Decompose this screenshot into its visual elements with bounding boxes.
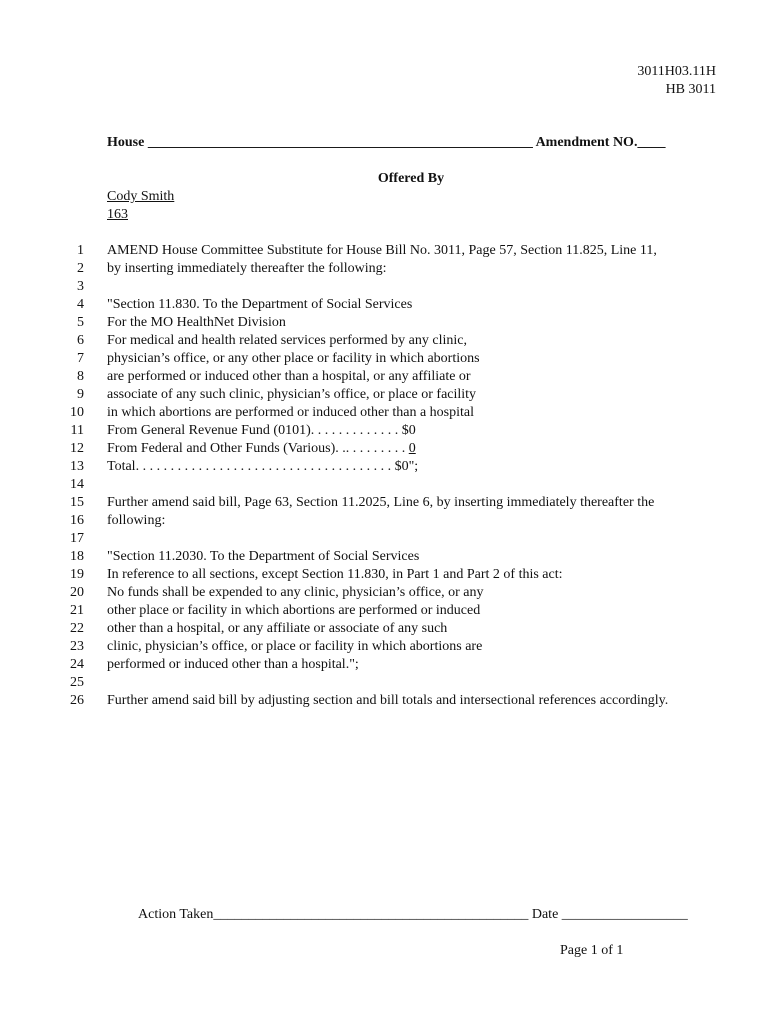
numbered-line — [0, 260, 770, 278]
sponsor-district: 163 — [107, 207, 128, 222]
numbered-line — [0, 332, 770, 350]
line-number: 8 — [77, 369, 84, 384]
line-number: 19 — [70, 567, 84, 582]
line-number: 23 — [70, 639, 84, 654]
line-number: 15 — [70, 495, 84, 510]
numbered-line — [0, 602, 770, 620]
numbered-line — [0, 530, 770, 548]
numbered-line — [0, 386, 770, 404]
line-number: 11 — [70, 423, 84, 438]
line-text-content: associate of any such clinic, physician’s office, or place or facility — [107, 387, 477, 402]
underlined-amount: 0 — [408, 441, 416, 456]
line-number: 17 — [70, 531, 84, 546]
line-text — [107, 656, 359, 674]
page-number: Page 1 of 1 — [560, 943, 624, 958]
offered-by-heading: Offered By — [377, 171, 445, 186]
numbered-line — [0, 476, 770, 494]
line-text-content: "Section 11.830. To the Department of Social Services — [107, 297, 413, 312]
sponsor-name: Cody Smith — [107, 189, 175, 204]
numbered-line — [0, 350, 770, 368]
line-text-content: Total. . . . . . . . . . . . . . . . . . . . . . . . . . . . . . . . . . . . . $0"; — [107, 459, 419, 474]
line-number: 25 — [70, 675, 84, 690]
bill-number: HB 3011 — [665, 82, 716, 97]
line-text-content: other than a hospital, or any affiliate or associate of any such — [107, 621, 448, 636]
line-number: 2 — [77, 261, 84, 276]
numbered-line — [0, 566, 770, 584]
line-text — [107, 314, 286, 332]
line-number: 18 — [70, 549, 84, 564]
line-text-content: Further amend said bill, Page 63, Section 11.2025, Line 6, by inserting immediately thereafter the — [107, 495, 655, 510]
line-text-content: "Section 11.2030. To the Department of Social Services — [107, 549, 420, 564]
line-text-content: Further amend said bill by adjusting section and bill totals and intersectional references accordingly. — [107, 693, 669, 708]
line-text-content: For medical and health related services performed by any clinic, — [107, 333, 467, 348]
line-text-content: From Federal and Other Funds (Various). .. . . . . . . . . — [107, 441, 409, 456]
line-text — [107, 494, 654, 512]
numbered-line — [0, 656, 770, 674]
line-text — [107, 638, 482, 656]
line-text-content: AMEND House Committee Substitute for House Bill No. 3011, Page 57, Section 11.825, Line 11, — [107, 243, 657, 258]
line-text-content: in which abortions are performed or induced other than a hospital — [107, 405, 474, 420]
line-number: 14 — [70, 477, 84, 492]
line-text-content: are performed or induced other than a hospital, or any affiliate or — [107, 369, 471, 384]
line-number: 13 — [70, 459, 84, 474]
numbered-line — [0, 404, 770, 422]
line-text — [107, 296, 412, 314]
line-text-content: clinic, physician’s office, or place or facility in which abortions are — [107, 639, 483, 654]
line-text — [107, 512, 165, 530]
line-text-content: No funds shall be expended to any clinic, physician’s office, or any — [107, 585, 484, 600]
line-text — [107, 368, 471, 386]
line-number: 10 — [70, 405, 84, 420]
line-text — [107, 332, 467, 350]
line-text — [107, 602, 480, 620]
action-taken-line: Action Taken_____________________________________________ Date __________________ — [138, 907, 688, 922]
line-text — [107, 692, 668, 710]
line-text-content: physician’s office, or any other place or facility in which abortions — [107, 351, 480, 366]
numbered-line — [0, 368, 770, 386]
numbered-line — [0, 674, 770, 692]
line-number: 1 — [77, 243, 84, 258]
line-text-content: performed or induced other than a hospital."; — [107, 657, 359, 672]
amendment-body — [0, 242, 770, 710]
line-text — [107, 242, 657, 260]
line-text — [107, 584, 483, 602]
numbered-line — [0, 638, 770, 656]
numbered-line — [0, 242, 770, 260]
line-number: 12 — [70, 441, 84, 456]
numbered-line — [0, 584, 770, 602]
line-text-content: For the MO HealthNet Division — [107, 315, 286, 330]
line-number: 4 — [77, 297, 84, 312]
line-text — [107, 422, 416, 440]
line-number: 24 — [70, 657, 84, 672]
line-number: 21 — [70, 603, 84, 618]
line-text — [107, 260, 387, 278]
numbered-line — [0, 296, 770, 314]
line-number: 7 — [77, 351, 84, 366]
numbered-line — [0, 620, 770, 638]
line-text-content: From General Revenue Fund (0101). . . . . . . . . . . . . $0 — [107, 423, 416, 438]
line-text — [107, 548, 419, 566]
line-text-content: by inserting immediately thereafter the following: — [107, 261, 387, 276]
line-text — [107, 350, 480, 368]
house-amendment-line: House _______________________________________________________ Amendment NO.____ — [107, 135, 666, 150]
line-text — [107, 404, 474, 422]
line-text — [107, 458, 418, 476]
numbered-line — [0, 314, 770, 332]
line-number: 22 — [70, 621, 84, 636]
line-text-content: other place or facility in which abortions are performed or induced — [107, 603, 481, 618]
line-number: 6 — [77, 333, 84, 348]
line-number: 5 — [77, 315, 84, 330]
line-number: 26 — [70, 693, 84, 708]
numbered-line — [0, 512, 770, 530]
line-number: 9 — [77, 387, 84, 402]
numbered-line — [0, 422, 770, 440]
numbered-line — [0, 458, 770, 476]
document-id: 3011H03.11H — [637, 64, 716, 79]
line-text — [107, 566, 563, 584]
line-text-content: In reference to all sections, except Section 11.830, in Part 1 and Part 2 of this act: — [107, 567, 563, 582]
numbered-line — [0, 548, 770, 566]
line-number: 3 — [77, 279, 84, 294]
line-text — [107, 386, 476, 404]
numbered-line — [0, 440, 770, 458]
line-number: 20 — [70, 585, 84, 600]
numbered-line — [0, 278, 770, 296]
line-text-content: following: — [107, 513, 166, 528]
line-text — [107, 440, 416, 458]
numbered-line — [0, 692, 770, 710]
line-number: 16 — [70, 513, 84, 528]
numbered-line — [0, 494, 770, 512]
line-text — [107, 620, 447, 638]
